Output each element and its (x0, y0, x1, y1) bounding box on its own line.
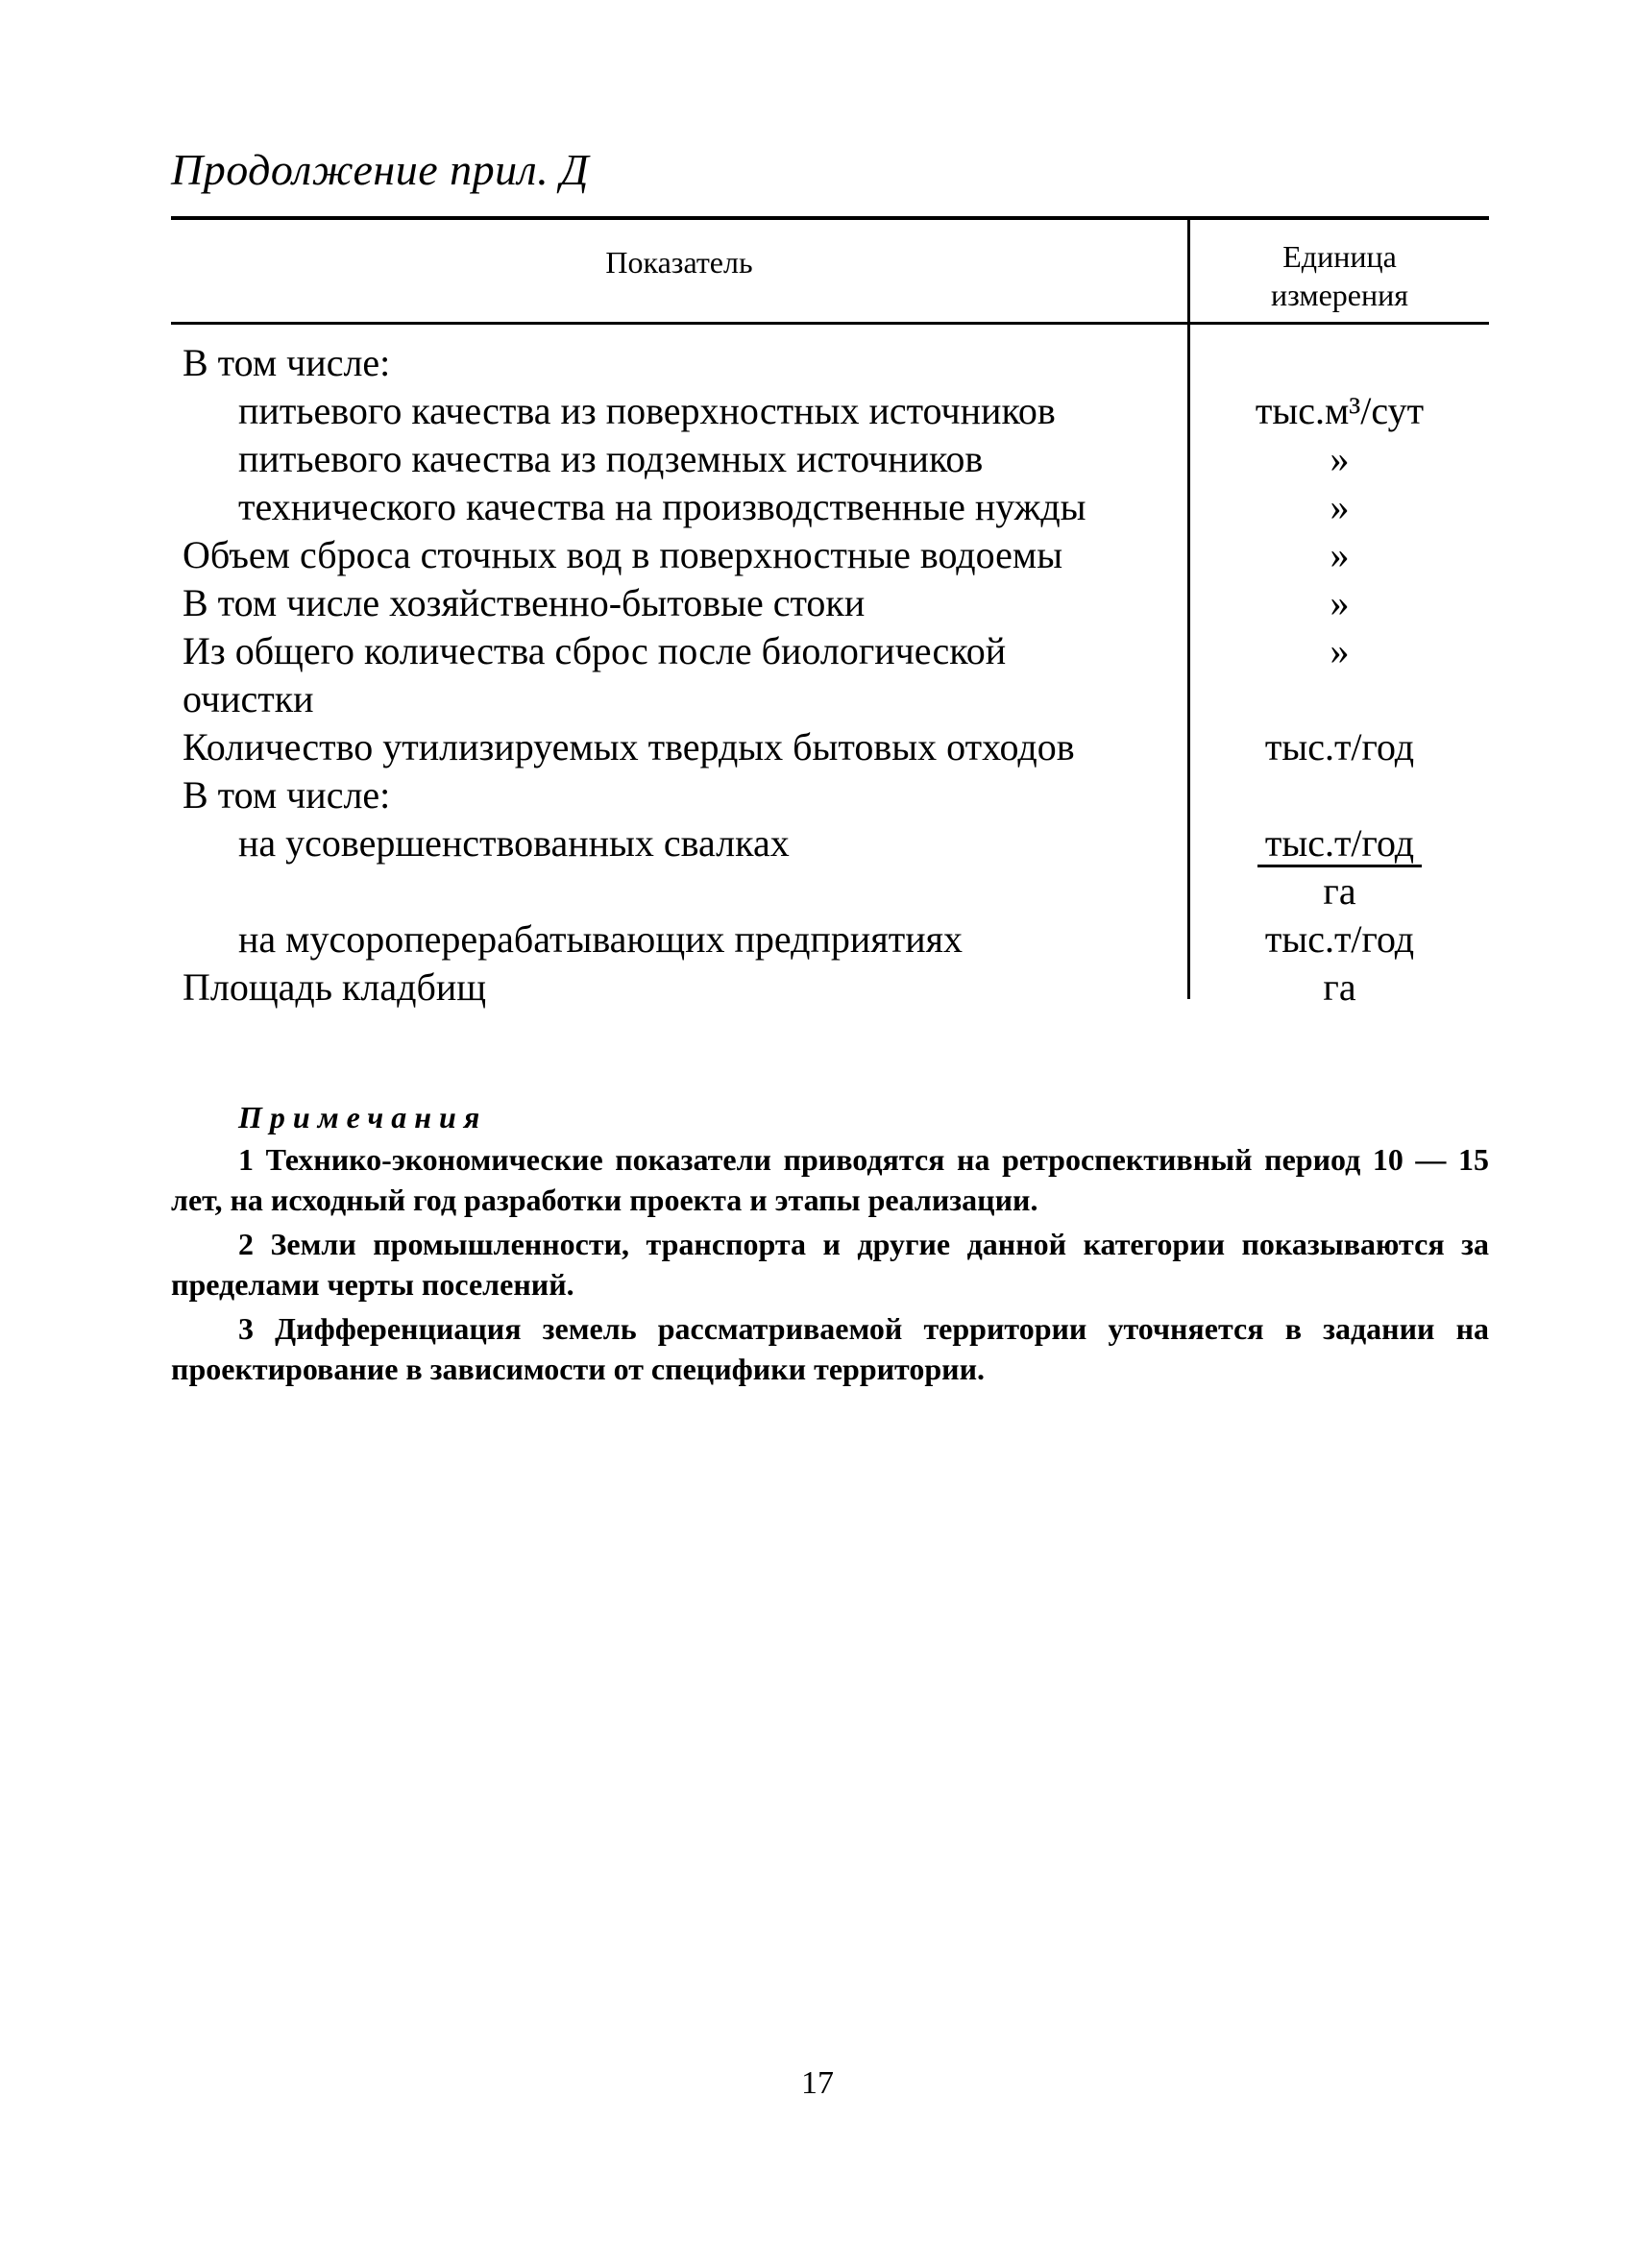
row-unit: тыс.т/год (1264, 725, 1415, 768)
table-row (171, 867, 1489, 915)
table-top-rule (171, 216, 1489, 220)
row-label: В том числе: (183, 773, 391, 817)
table-row (171, 339, 1489, 387)
note-item: 1 Технико-экономические показатели приводятся на ретроспективный период 10 — 15 лет, на исходный год разработки проекта и этапы реализации. (171, 1142, 1489, 1217)
row-label: Количество утилизируемых твердых бытовых отходов (183, 725, 1075, 768)
table-row (171, 915, 1489, 963)
notes-title: Примечания (238, 1100, 488, 1134)
indicators-table (171, 216, 1489, 1023)
column-header-unit (1190, 237, 1489, 314)
row-unit: тыс.м³/сут (1255, 389, 1425, 432)
table-row (171, 723, 1489, 771)
column-header-unit-line1: Единица (1282, 239, 1397, 274)
row-label: Площадь кладбищ (183, 965, 487, 1009)
row-unit: » (1330, 437, 1350, 480)
row-label: технического качества на производственные нужды (238, 485, 1086, 528)
page-number: 17 (801, 2065, 834, 2101)
notes-section (171, 1100, 1489, 1389)
row-unit-numerator (1190, 819, 1489, 867)
row-unit: га (1323, 965, 1356, 1009)
table-row (171, 435, 1489, 483)
column-header-unit-line2: измерения (1271, 278, 1408, 312)
row-unit: тыс.т/год (1264, 917, 1415, 961)
row-label: очистки (183, 677, 314, 720)
table-row (171, 963, 1489, 1012)
column-header-indicator: Показатель (605, 245, 753, 280)
row-label: на мусороперерабатывающих предприятиях (238, 917, 964, 961)
row-label: Из общего количества сброс после биологической (183, 629, 1007, 672)
table-row (171, 531, 1489, 579)
row-label: на усовершенствованных свалках (238, 821, 790, 865)
table-row (171, 579, 1489, 627)
table-row (171, 771, 1489, 819)
table-row (171, 627, 1489, 675)
table-row (171, 819, 1489, 867)
table-header-rule (171, 322, 1489, 325)
table-row (171, 387, 1489, 435)
table-row (171, 675, 1489, 723)
note-item: 3 Дифференциация земель рассматриваемой территории уточняется в задании на проектирование в зависимости от специфики территории. (171, 1311, 1489, 1386)
note-item: 2 Земли промышленности, транспорта и другие данной категории показываются за пределами черты поселений. (171, 1227, 1489, 1302)
row-label: питьевого качества из подземных источников (238, 437, 984, 480)
row-label: Объем сброса сточных вод в поверхностные водоемы (183, 533, 1063, 576)
fraction-numerator: тыс.т/год (1257, 822, 1422, 867)
row-unit: » (1330, 581, 1350, 624)
row-unit: » (1330, 629, 1350, 672)
row-label: питьевого качества из поверхностных источников (238, 389, 1056, 432)
continuation-heading: Продолжение прил. Д (171, 145, 589, 194)
row-label: В том числе хозяйственно-бытовые стоки (183, 581, 866, 624)
row-unit: » (1330, 485, 1350, 528)
row-label: В том числе: (183, 341, 391, 384)
table-row (171, 483, 1489, 531)
fraction-denominator: га (1323, 869, 1356, 913)
row-unit: » (1330, 533, 1350, 576)
